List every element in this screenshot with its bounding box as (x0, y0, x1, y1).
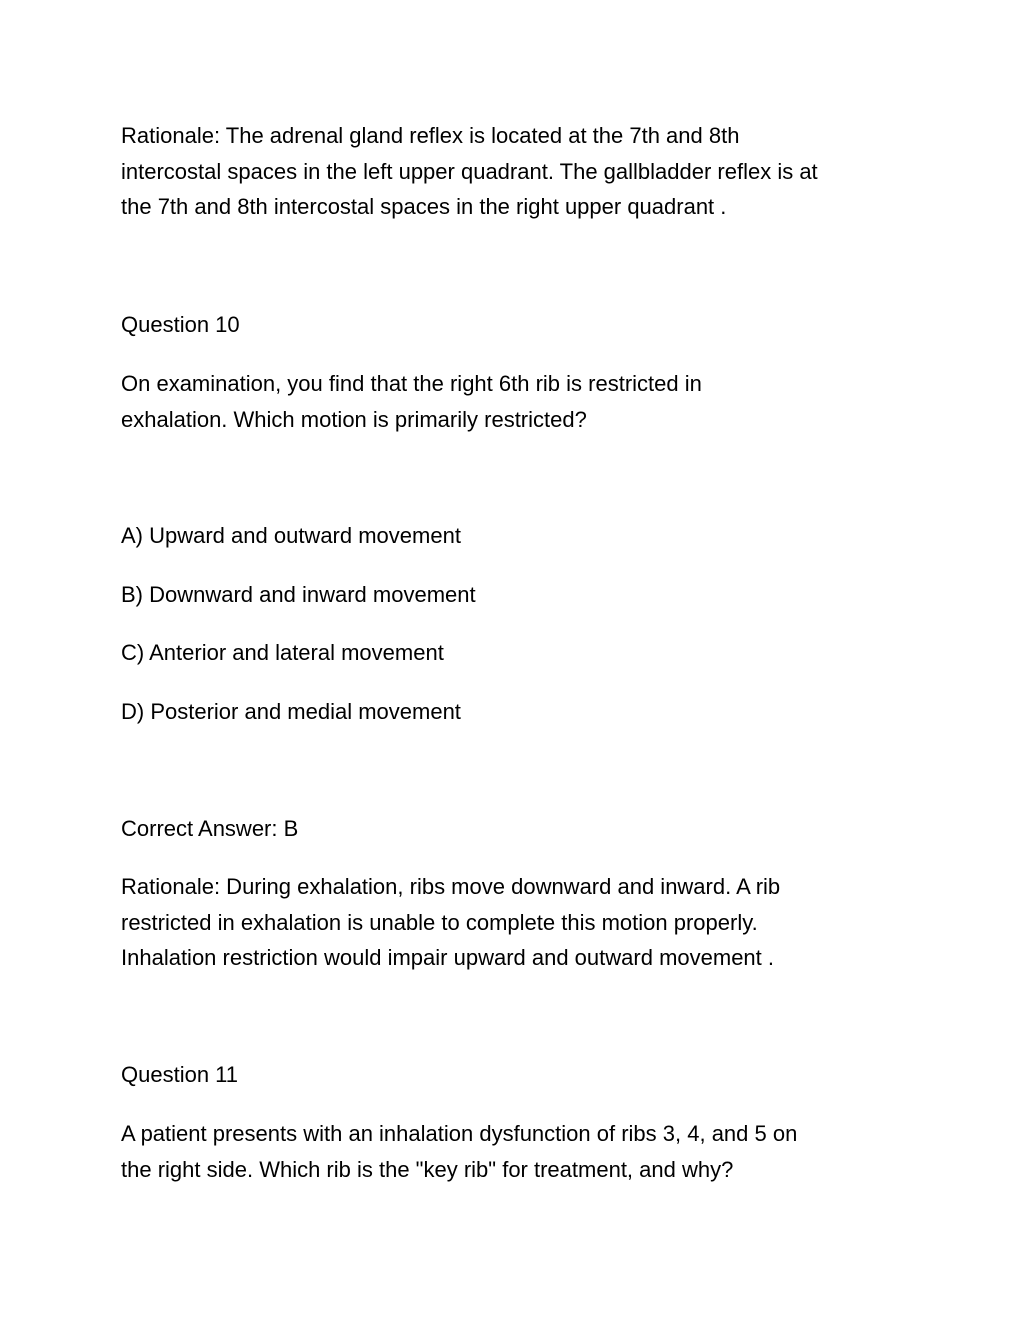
text-line: restricted in exhalation is unable to complete this motion properly. (121, 909, 758, 935)
answer-option-a: A) Upward and outward movement (121, 523, 461, 548)
question-prompt (121, 366, 921, 437)
question-prompt (121, 1116, 921, 1187)
question-heading: Question 10 (121, 312, 240, 337)
text-line: A patient presents with an inhalation dysfunction of ribs 3, 4, and 5 on (121, 1121, 798, 1146)
answer-option-b: B) Downward and inward movement (121, 582, 476, 607)
correct-answer: Correct Answer: B (121, 816, 299, 841)
text-line: the 7th and 8th intercostal spaces in the right upper quadrant . (121, 194, 727, 219)
text-line: Rationale: During exhalation, ribs move downward and inward. A rib (121, 874, 781, 899)
question-heading: Question 11 (121, 1062, 239, 1087)
answer-option-d: D) Posterior and medial movement (121, 699, 461, 724)
text-line: the right side. Which rib is the "key rib" for treatment, and why? (121, 1156, 734, 1182)
text-line: exhalation. Which motion is primarily restricted? (121, 406, 587, 432)
text-line: Inhalation restriction would impair upward and outward movement . (121, 945, 774, 970)
text-line: Rationale: The adrenal gland reflex is located at the 7th and 8th (121, 123, 740, 148)
answer-option-c: C) Anterior and lateral movement (121, 640, 444, 665)
text-line: intercostal spaces in the left upper quadrant. The gallbladder reflex is at (121, 158, 818, 184)
rationale-paragraph (121, 869, 921, 976)
text-line: On examination, you find that the right 6th rib is restricted in (121, 371, 702, 396)
rationale-paragraph (121, 118, 921, 225)
